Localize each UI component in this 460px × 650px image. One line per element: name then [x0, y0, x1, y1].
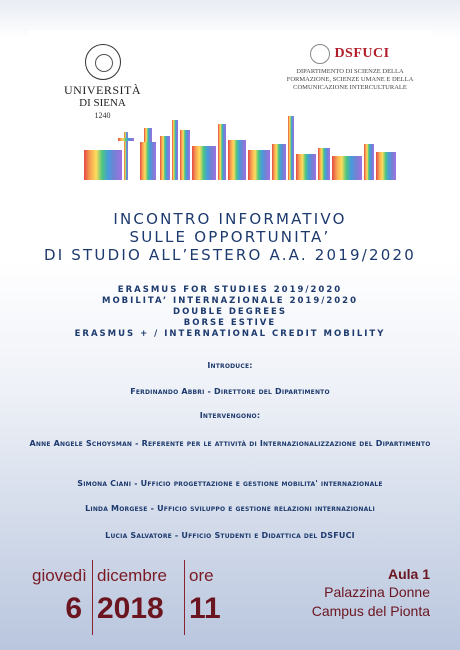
venue-campus: Campus del Pionta [311, 603, 430, 619]
weekday-label: giovedì [32, 566, 87, 585]
title-line: SULLE OPPORTUNITA’ [129, 228, 331, 246]
department-seal-icon [310, 44, 330, 64]
date-month-column [92, 560, 184, 635]
event-date [28, 560, 234, 635]
department-name: DSFUCI [334, 46, 390, 61]
department-description-line: DIPARTIMENTO DI SCIENZE DELLA [296, 68, 404, 75]
program-item: DOUBLE DEGREES [173, 307, 287, 317]
introducer: Ferdinando Abbri - Direttore del Dipartimento [130, 387, 330, 396]
program-item: MOBILITA’ INTERNAZIONALE 2019/2020 [102, 296, 358, 306]
university-name: UNIVERSITÀ [64, 83, 141, 97]
speaker-item: Lucia Salvatore - Ufficio Studenti e Didattica del DSFUCI [105, 531, 355, 540]
university-logo [55, 44, 150, 120]
venue-building: Palazzina Donne [324, 584, 430, 600]
department-description [285, 68, 415, 92]
title-line: DI STUDIO ALL’ESTERO A.A. 2019/2020 [43, 246, 417, 264]
programs-list [0, 285, 460, 340]
speaker-item: Simona Ciani - Ufficio progettazione e gestione mobilita' internazionale [77, 479, 383, 488]
program-item: BORSE ESTIVE [183, 318, 277, 328]
hour-value: 11 [189, 592, 221, 625]
date-hour-column [184, 560, 234, 635]
intervengono-label: Intervengono: [199, 411, 261, 420]
speaker-item: Linda Morgese - Ufficio sviluppo e gestione relazioni internazionali [85, 504, 375, 513]
introduce-label: Introduce: [207, 361, 253, 370]
day-value: 6 [65, 592, 82, 625]
venue-room: Aula 1 [387, 566, 430, 582]
month-label: dicembre [97, 566, 167, 585]
program-item: ERASMUS FOR STUDIES 2019/2020 [117, 285, 343, 295]
hour-label: ore [189, 566, 214, 585]
department-logo [285, 44, 415, 92]
department-description-line: COMUNICAZIONE INTERCULTURALE [293, 84, 407, 91]
event-venue [270, 565, 430, 621]
date-day-column [28, 560, 92, 635]
university-seal-icon [85, 44, 121, 80]
department-description-line: FORMAZIONE, SCIENZE UMANE E DELLA [286, 76, 414, 83]
department-mark [285, 44, 415, 64]
speaker-item: Anne Angele Schoysman - Referente per le attività di Internazionalizzazione del Dipartimento [29, 439, 431, 448]
university-year: 1240 [94, 111, 111, 120]
landmarks-skyline-icon [80, 110, 400, 190]
event-title [0, 210, 460, 264]
program-item: ERASMUS + / INTERNATIONAL CREDIT MOBILITY [74, 329, 386, 339]
university-subname: DI SIENA [79, 97, 126, 109]
title-line: INCONTRO INFORMATIVO [113, 210, 347, 228]
year-value: 2018 [97, 592, 164, 625]
